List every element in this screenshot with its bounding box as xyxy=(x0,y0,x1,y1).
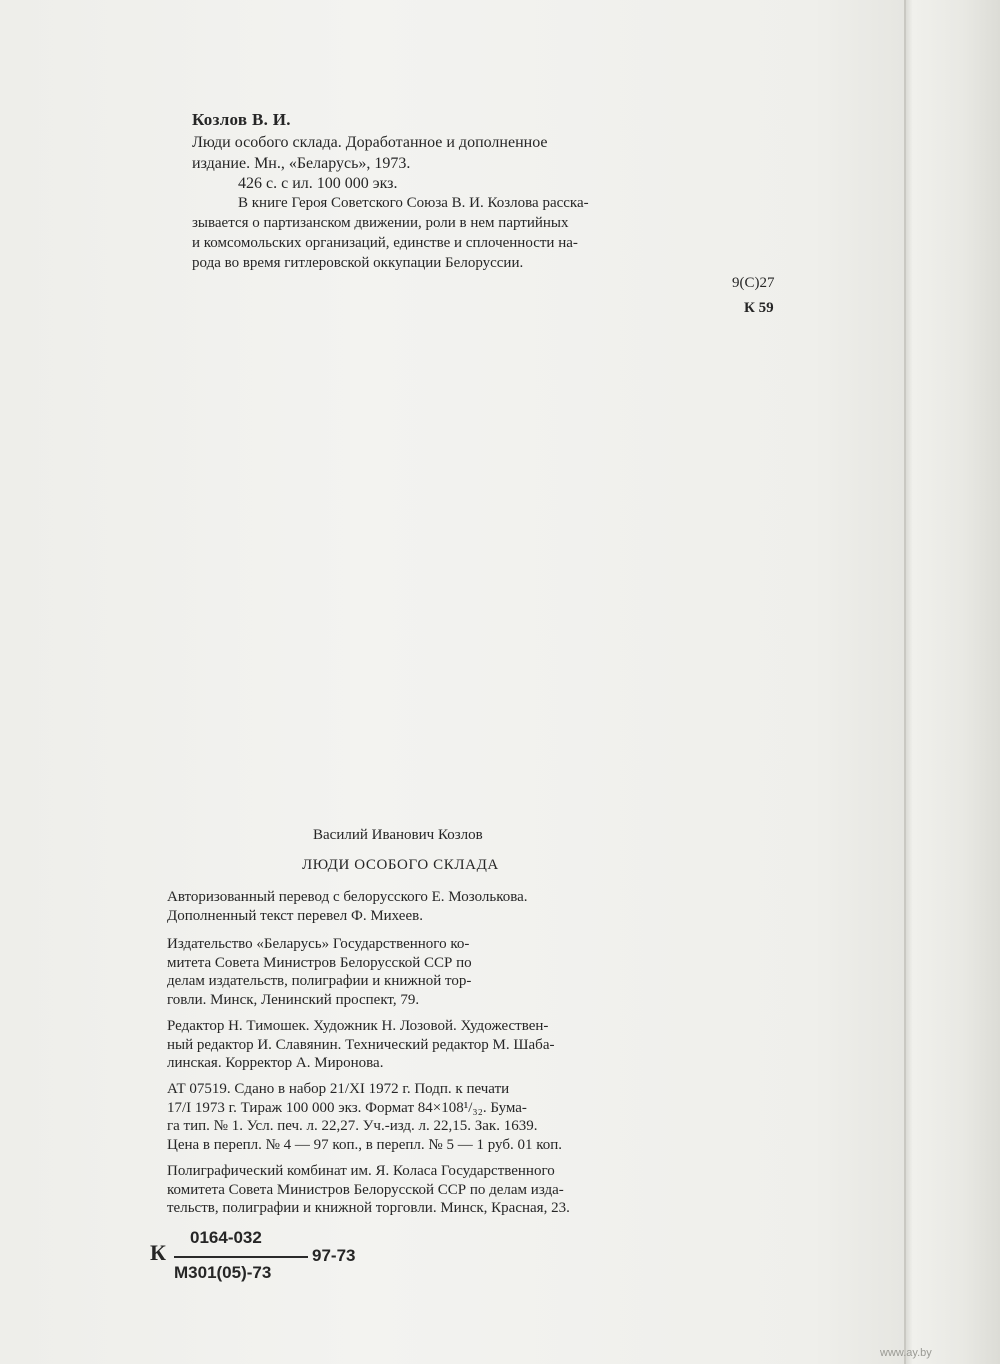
production-line: 17/I 1973 г. Тираж 100 000 экз. Формат 84×108¹/₃₂. Бума- xyxy=(167,1099,527,1116)
next-page-edge xyxy=(905,0,1000,1364)
printer-line: комитета Совета Министров Белорусской ССР по делам изда- xyxy=(167,1181,564,1198)
page-fold xyxy=(904,0,906,1364)
translation-line: Дополненный текст перевел Ф. Михеев. xyxy=(167,907,423,924)
annotation-line: зывается о партизанском движении, роли в нем партийных xyxy=(192,215,569,231)
production-line: Цена в перепл. № 4 — 97 коп., в перепл. № 5 — 1 руб. 01 коп. xyxy=(167,1136,563,1153)
printer-line: тельств, полиграфии и книжной торговли. Минск, Красная, 23. xyxy=(167,1200,570,1216)
index-code-suffix: 97-73 xyxy=(312,1246,356,1265)
printer-line: Полиграфический комбинат им. Я. Коласа Государственного xyxy=(167,1163,555,1179)
editors-line: ный редактор И. Славянин. Технический редактор М. Шаба- xyxy=(167,1036,555,1053)
biblio-line: издание. Мн., «Беларусь», 1973. xyxy=(192,154,411,172)
catalog-annotation xyxy=(192,193,589,273)
printer-info xyxy=(167,1162,570,1218)
watermark: www.ay.by xyxy=(880,1347,932,1359)
editors-line: линская. Корректор А. Миронова. xyxy=(167,1055,384,1071)
publisher-line: Издательство «Беларусь» Государственного ко- xyxy=(167,936,470,952)
publisher-line: митета Совета Министров Белорусской ССР по xyxy=(167,954,472,971)
annotation-line: В книге Героя Советского Союза В. И. Козлова расска- xyxy=(238,195,589,211)
index-code-fraction-bar xyxy=(174,1256,308,1258)
production-line: га тип. № 1. Усл. печ. л. 22,27. Уч.-изд. л. 22,15. Зак. 1639. xyxy=(167,1118,538,1134)
author-full-name: Василий Иванович Козлов xyxy=(313,827,483,843)
author-sign: К 59 xyxy=(744,300,774,316)
annotation-line: и комсомольских организаций, единстве и сплоченности на- xyxy=(192,235,578,251)
index-code-numerator: 0164-032 xyxy=(190,1228,262,1247)
catalog-author: Козлов В. И. xyxy=(192,110,291,129)
publisher-line: говли. Минск, Ленинский проспект, 79. xyxy=(167,991,420,1008)
classification-index: 9(С)27 xyxy=(732,275,775,291)
editors-line: Редактор Н. Тимошек. Художник Н. Лозовой. Художествен- xyxy=(167,1018,549,1034)
translation-line: Авторизованный перевод с белорусского Е. Мозолькова. xyxy=(167,889,528,905)
production-info xyxy=(167,1080,562,1154)
index-code-prefix: К xyxy=(150,1240,166,1265)
publisher-line: делам издательств, полиграфии и книжной тор- xyxy=(167,973,472,989)
publisher-info xyxy=(167,935,472,1009)
translation-note xyxy=(167,888,528,925)
annotation-line: рода во время гитлеровской оккупации Белоруссии. xyxy=(192,255,524,271)
biblio-line: 426 с. с ил. 100 000 экз. xyxy=(238,175,398,192)
catalog-bibliographic-entry xyxy=(192,133,547,195)
biblio-line: Люди особого склада. Доработанное и дополненное xyxy=(192,134,548,151)
production-line: АТ 07519. Сдано в набор 21/XI 1972 г. Подп. к печати xyxy=(167,1081,510,1097)
index-code-denominator: М301(05)-73 xyxy=(174,1263,272,1282)
editors-info xyxy=(167,1017,554,1073)
book-title: ЛЮДИ ОСОБОГО СКЛАДА xyxy=(302,857,499,873)
